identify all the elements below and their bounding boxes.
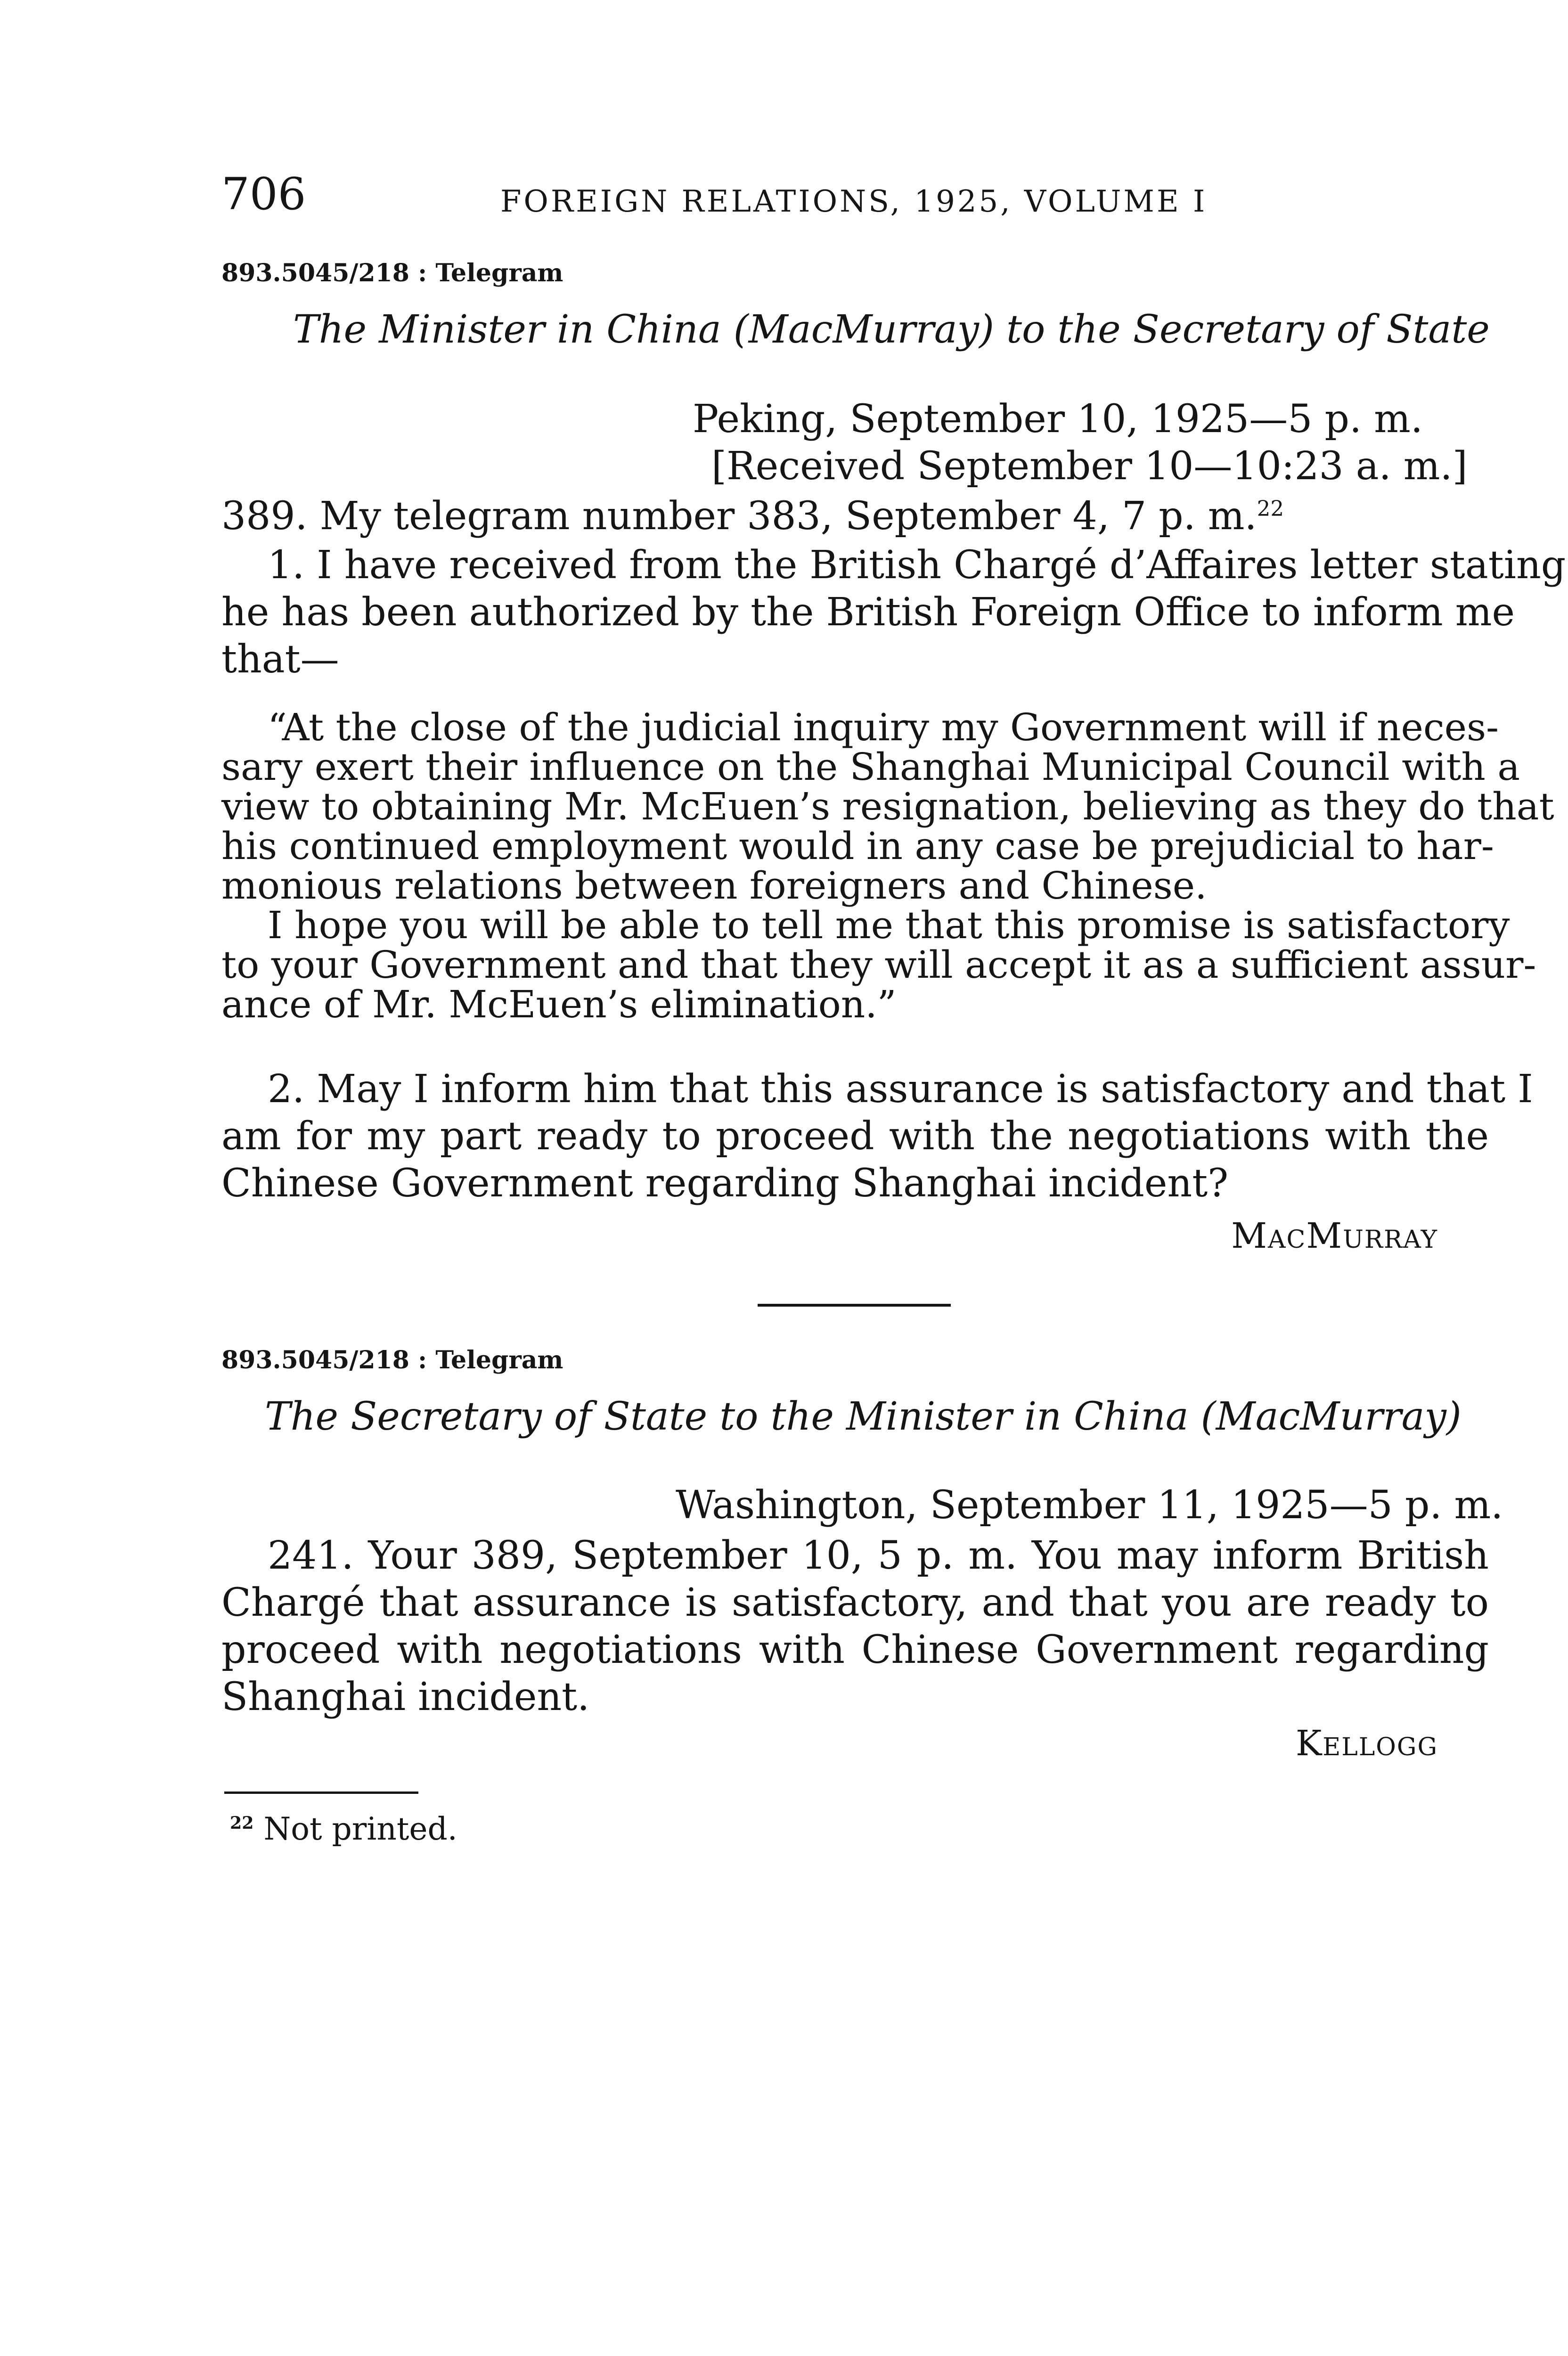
- quote-line: monious relations between foreigners and Chinese.: [221, 864, 1207, 908]
- document-title: The Secretary of State to the Minister in China (MacMurray): [265, 1394, 1462, 1439]
- file-reference: 893.5045/218 : Telegram: [221, 259, 564, 287]
- received-line: [Received September 10—10:23 a. m.]: [711, 444, 1468, 489]
- footnote-rule: [224, 1792, 418, 1794]
- place-date: Peking, September 10, 1925—5 p. m.: [693, 397, 1423, 442]
- telegram-intro: [221, 493, 1284, 540]
- intro-text: 389. My telegram number 383, September 4, 7 p. m.: [221, 494, 1257, 539]
- text-line: 241. Your 389, September 10, 5 p. m. You may inform British: [268, 1533, 1489, 1578]
- place-date: Washington, September 11, 1925—5 p. m.: [676, 1483, 1503, 1528]
- footnote: [230, 1810, 457, 1848]
- file-reference: 893.5045/218 : Telegram: [221, 1346, 564, 1374]
- quote-line: “At the close of the judicial inquiry my Government will if neces-: [268, 705, 1499, 749]
- place-date-line: [676, 1482, 1503, 1529]
- signature-macmurray: MacMurray: [1231, 1216, 1438, 1256]
- page-number: 706: [221, 169, 306, 220]
- section-divider: [758, 1304, 951, 1307]
- quote-line: to your Government and that they will accept it as a sufficient assur-: [221, 943, 1536, 987]
- document-title: The Minister in China (MacMurray) to the Secretary of State: [293, 307, 1490, 352]
- footnote-reference: 22: [1257, 496, 1284, 521]
- paragraph-3: [221, 1532, 1489, 1721]
- text-line: Shanghai incident.: [221, 1675, 590, 1719]
- text-line: 1. I have received from the British Chargé d’Affaires letter stating: [268, 543, 1566, 588]
- quote-line: ance of Mr. McEuen’s elimination.”: [221, 982, 897, 1026]
- quote-line: sary exert their influence on the Shanghai Municipal Council with a: [221, 745, 1520, 789]
- footnote-number: 22: [230, 1813, 254, 1833]
- text-line: am for my part ready to proceed with the negotiations with the: [221, 1114, 1489, 1159]
- place-date-line: [693, 396, 1423, 443]
- text-line: Chargé that assurance is satisfactory, and that you are ready to: [221, 1580, 1489, 1625]
- text-line: Chinese Government regarding Shanghai incident?: [221, 1161, 1229, 1206]
- paragraph-1: [221, 542, 1566, 683]
- text-line: that—: [221, 637, 339, 682]
- signature-kellogg: Kellogg: [1295, 1723, 1438, 1764]
- paragraph-2: [221, 1066, 1533, 1207]
- footnote-text: Not printed.: [263, 1811, 457, 1847]
- text-line: proceed with negotiations with Chinese Government regarding: [221, 1628, 1489, 1672]
- text-line: he has been authorized by the British Foreign Office to inform me: [221, 590, 1515, 635]
- running-title: FOREIGN RELATIONS, 1925, VOLUME I: [500, 184, 1208, 219]
- quote-line: I hope you will be able to tell me that this promise is satisfactory: [268, 903, 1510, 947]
- text-line: 2. May I inform him that this assurance is satisfactory and that I: [268, 1067, 1533, 1112]
- quoted-letter: [221, 705, 1554, 1026]
- quote-line: view to obtaining Mr. McEuen’s resignation, believing as they do that: [221, 785, 1554, 828]
- quote-line: his continued employment would in any case be prejudicial to har-: [221, 824, 1494, 868]
